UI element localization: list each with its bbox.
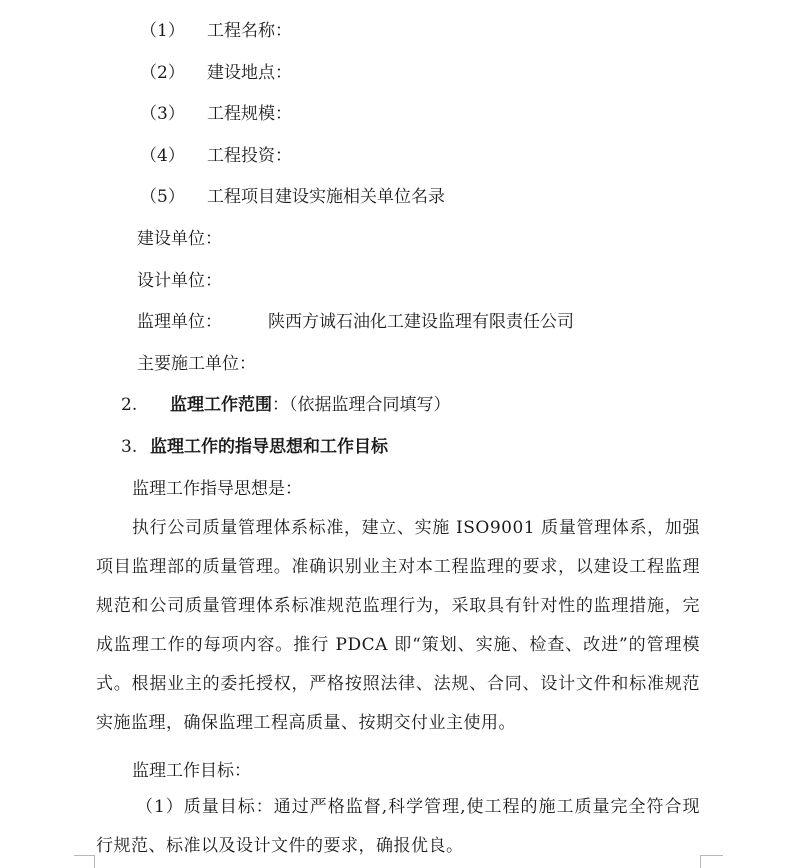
- item-number: （3）: [140, 104, 185, 124]
- item-text: 工程名称：: [207, 21, 292, 41]
- item-number: （4）: [140, 146, 185, 166]
- section-number: 3.: [121, 437, 138, 457]
- section-2-note: ：（依据监理合同填写）: [272, 395, 451, 415]
- item-number: （2）: [140, 63, 185, 83]
- build-unit-label: 建设单位：: [137, 229, 222, 249]
- section-2-title: 监理工作范围: [170, 395, 272, 415]
- goal-label: 监理工作目标：: [132, 761, 251, 781]
- item-number: （1）: [140, 21, 185, 41]
- section-2-heading: [170, 394, 451, 416]
- supervise-unit-label: 监理单位：: [137, 312, 222, 332]
- item-text: 工程项目建设实施相关单位名录: [207, 187, 445, 207]
- guide-label: 监理工作指导思想是：: [132, 479, 302, 499]
- construct-unit-label: 主要施工单位：: [137, 354, 256, 374]
- supervise-unit-value: 陕西方诚石油化工建设监理有限责任公司: [268, 312, 574, 332]
- guide-paragraph: 执行公司质量管理体系标准，建立、实施 ISO9001 质量管理体系，加强项目监理部的质量管理。准确识别业主对本工程监理的要求，以建设工程监理规范和公司质量管理体系标准规范监理行为，采取具有针对性的监理措施，完成监理工作的每项内容。推行 PDCA 即“策划、实施、检查、改进”的管理模式。根据业主的委托授权，严格按照法律、法规、合同、设计文件和标准规范实施监理，确保监理工程高质量、按期交付业主使用。: [96, 518, 700, 733]
- page-corner-mark: [74, 855, 95, 868]
- item-text: 工程规模：: [207, 104, 292, 124]
- section-3-title: 监理工作的指导思想和工作目标: [150, 437, 388, 457]
- item-text: 建设地点：: [207, 63, 292, 83]
- design-unit-label: 设计单位：: [137, 271, 222, 291]
- item-number: （5）: [140, 187, 185, 207]
- goal-paragraph: （1）质量目标：通过严格监督,科学管理,使工程的施工质量完全符合现行规范、标准以及设计文件的要求，确报优良。: [96, 797, 700, 856]
- page-corner-mark: [700, 855, 723, 868]
- section-number: 2.: [121, 395, 138, 415]
- item-text: 工程投资：: [207, 146, 292, 166]
